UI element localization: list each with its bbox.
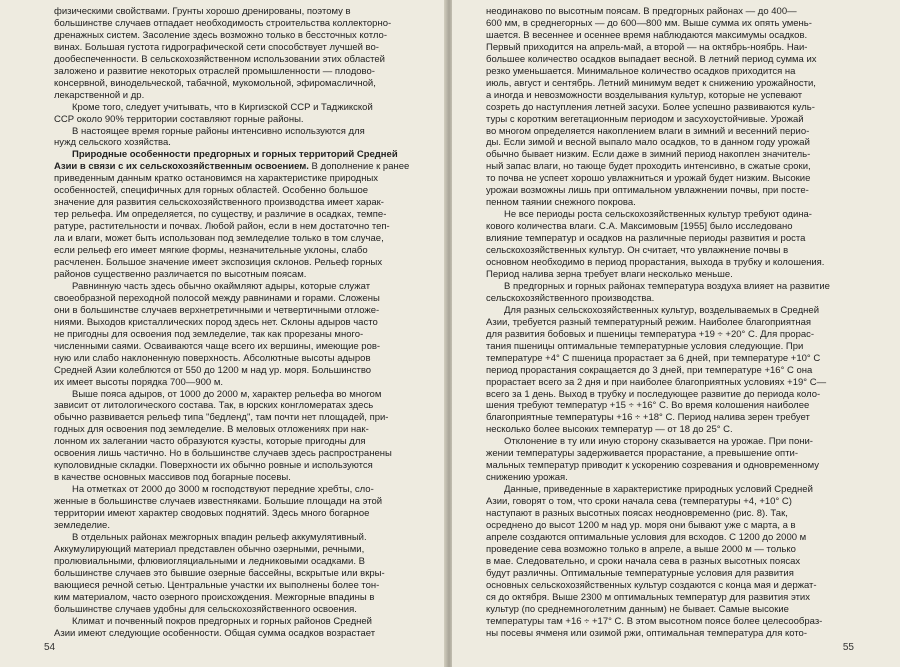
page-number-right: 55 — [842, 642, 854, 653]
left-paragraph-2: Кроме того, следует учитывать, что в Киргизской ССР и Таджикской ССР около 90% территории составляют горные районы. — [54, 101, 373, 125]
left-paragraph-8: В отдельных районах межгорных впадин рельеф аккумулятивный. Аккумулирующий материал представлен обычно озерными, речными, пролювиальными, флювиогляциальными и ледниковыми осадками. В большинстве случаев это бывшие озерные бассейны, вскрытые или вкры- вающиеся речной сетью. Центральные участки их выполнены более тон- ким материалом, часто озерного происхождения. Межгорные впадины в большинстве случаев удобны для сельскохозяйственного освоения. — [54, 531, 385, 615]
right-paragraph-6: Данные, приведенные в характеристике природных условий Средней Азии, говорят о том, что сроки начала сева (температуры +4, +10° С) наступают в разных высотных поясах неодновременно (рис. 8). Так, осреднено до высот 1200 м над ур. моря они бывают уже с марта, а в апреле создаются оптимальные условия для всходов. С 1200 до 2000 м проведение сева возможно только в апреле, а выше 2000 м — только в мае. Следовательно, и сроки начала сева в разных высотных поясах будут различны. Оптимальные температурные условия для развития основных сельскохозяйственных культур создаются с конца мая и держат- ся до октября. Выше 2300 м оптимальных температур для развития этих культур (по среднемноголетним данным) не бывает. Самые высокие температуры там +16 ÷ +17° С. В этом высотном поясе более целесообраз- ны посевы ячменя или озимой ржи, оптимальная температура для кото- — [486, 484, 823, 639]
right-paragraph-3: В предгорных и горных районах температура воздуха влияет на развитие сельскохозяйственного производства. — [486, 280, 830, 304]
left-page-text — [54, 6, 432, 640]
right-page — [452, 0, 900, 667]
left-page — [0, 0, 446, 667]
page-number-left: 54 — [44, 642, 56, 653]
left-paragraph-3: В настоящее время горные районы интенсивно используются для нужд сельского хозяйства. — [54, 125, 365, 149]
left-paragraph-6: Выше пояса адыров, от 1000 до 2000 м, характер рельефа во многом зависит от литологического состава. Так, в юрских конгломератах здесь обычно развивается рельеф типа "бедленд", там почти нет площадей, при- годных для освоения под земледелие. В меловых отложениях при нак- лонном их залегании часто образуются куэсты, которые пригодны для освоения лишь частично. Но в большинстве случаев здесь распространены куполовидные складки. Поверхности их обычно ровные и используются в качестве основных массивов под богарные посевы. — [54, 388, 392, 484]
right-paragraph-5: Отклонение в ту или иную сторону сказывается на урожае. При пони- жении температуры задерживается прорастание, а превышение опти- мальных температур приводит к ускорению созревания и одновременному снижению урожая. — [486, 436, 820, 484]
left-paragraph-5: Равнинную часть здесь обычно окаймляют адыры, которые служат своеобразной переходной полосой между равнинами и горами. Сложены они в большинстве случаев верхнетретичными и четвертичными отложе- ниями. Выходов кристаллических пород здесь нет. Склоны адыров часто не пригодны для освоения под земледелие, так как прорезаны много- численными саями. Осваиваются чаще всего их вершины, имеющие ров- ную или слабо наклоненную поверхность. Абсолютные высоты адыров Средней Азии колеблются от 550 до 1200 м над ур. моря. Большинство их имеет высоты порядка 700—900 м. — [54, 280, 381, 388]
right-page-text — [486, 6, 874, 640]
right-paragraph-2: Не все периоды роста сельскохозяйственных культур требуют одина- кового количества влаги. С.А. Максимовым [1955] было исследовано влияние температур и осадков на различные периоды развития и роста сельскохозяйственных культур. Он считает, что увлажнение почвы в основном необходимо в период прорастания, выхода в трубку и колошения. Период налива зерна требует влаги несколько меньше. — [486, 209, 825, 280]
section-heading: Природные особенности предгорных и горных территорий Средней Азии в связи с их сельскохозяйственным освоением. — [54, 149, 398, 173]
left-paragraph-4 — [54, 149, 432, 280]
right-paragraph-1: неодинаково по высотным поясам. В предгорных районах — до 400— 600 мм, в среднегорных — до 600—800 мм. Выше сумма их опять умень- шается. В весеннее и осеннее время наблюдаются максимумы осадков. Первый приходится на апрель-май, а второй — на октябрь-ноябрь. Наи- большее количество осадков выпадает весной. В летний период сумма их резко уменьшается. Минимальное количество осадков приходится на июль, август и сентябрь. Летний минимум ведет к снижению урожайности, а иногда и невозможности возделывания культур, которые не успевают созреть до наступления летней засухи. Более успешно развиваются куль- туры с коротким вегетационным периодом и засухоустойчивые. Урожай во многом определяется накоплением влаги в зимний и весенний перио- ды. Если зимой и весной выпало мало осадков, то в данном году урожай обычно бывает низким. Если даже в зимний период накоплен значитель- ный запас влаги, но тающе будет проходить интенсивно, в сжатые сроки, то почва не успеет хорошо увлажниться и урожай будет низким. Высокие урожаи возможны лишь при оптимальном увлажнении почвы, при посте- пенном таянии снежного покрова. — [486, 6, 817, 209]
right-paragraph-4: Для разных сельскохозяйственных культур, возделываемых в Средней Азии, требуется разный температурный режим. Наиболее благоприятная для развития бобовых и пшеницы температура +19 ÷ +20° С. Для прорас- тания пшеницы оптимальные температурные условия следующие. При температуре +4° С пшеница прорастает за 6 дней, при температуре +10° С период прорастания сокращается до 3 дней, при температуре +16° С она прорастает всего за 2 дня и при наиболее благоприятных условиях +19° С— всего за 1 день. Выход в трубку и последующее развитие до периода коло- шения требуют температур +15 ÷ +16° С. Во время колошения наиболее благоприятные температуры +16 ÷ +18° С. Период налива зерен требует несколько более высоких температур — от 18 до 25° С. — [486, 304, 827, 436]
left-paragraph-9: Климат и почвенный покров предгорных и горных районов Средней Азии имеют следующие особенности. Общая сумма осадков возрастает — [54, 615, 376, 639]
left-paragraph-4-body: В дополнение к ранее приведенным данным кратко остановимся на характеристике природных особенностей, специфичных для горных областей. Особенно большое значение для развития сельскохозяйственного производства имеет харак- тер рельефа. Им определяется, по существу, и различие в осадках, темпе- ратуре, растительности и почвах. Любой район, если в нем достаточно теп- ла и влаги, может быть использован под земледелие только в том случае, если рельеф его имеет мягкие формы, незначительные уклоны, слабо расчленен. Большое значение имеет экспозиция склонов. Рельеф горных районов существенно различается по высотным поясам. — [54, 161, 410, 280]
left-paragraph-7: На отметках от 2000 до 3000 м господствуют передние хребты, сло- женные в большинстве случаев известняками. Большие площади на этой территории имеют характер сводовых поднятий. Здесь много богарное земледелие. — [54, 484, 383, 531]
left-paragraph-1: физическими свойствами. Грунты хорошо дренированы, поэтому в большинстве случаев отпадает необходимость строительства коллекторно- дренажных систем. Засоление здесь возможно только в бессточных котло- винах. Большая густота гидрографической сети способствует лучшей во- дообеспеченности. В сельскохозяйственном использовании этих областей заложено и развитие некоторых отраслей промышленности — плодово- консервной, винодельческой, табачной, мукомольной, эфиромасличной, лекарственной и др. — [54, 6, 392, 101]
